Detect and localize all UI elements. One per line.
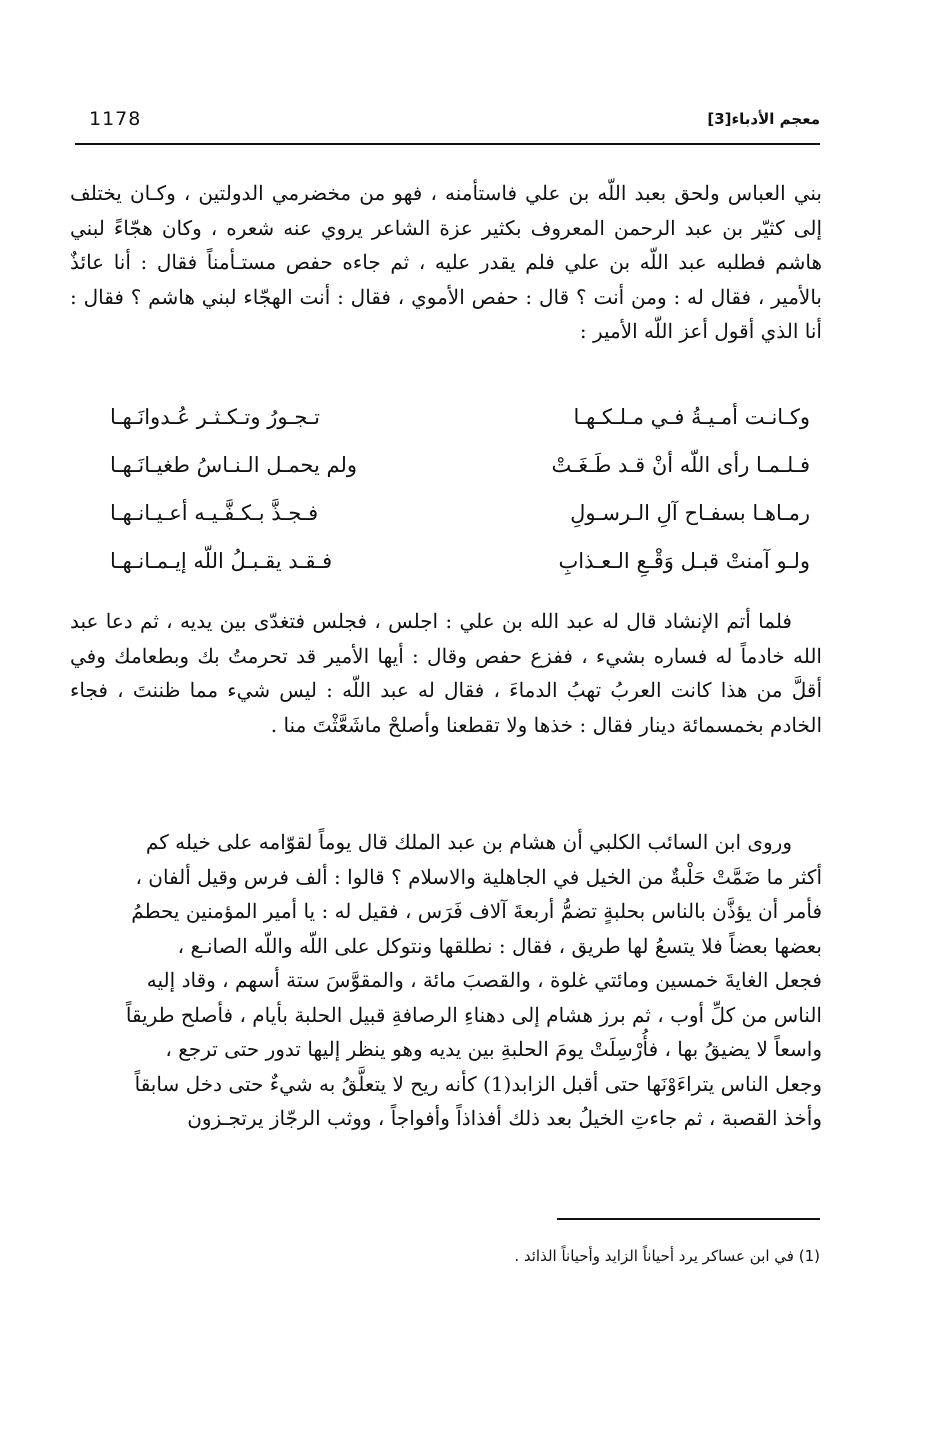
paragraph-3-line: أكثر ما ضَمَّتْ حَلْبةٌ من الخيل في الجاهلية والاسلام ؟ قالوا : ألف فرس وقيل ألفان ، xyxy=(135,864,822,889)
paragraph-3-line: فأمر أن يؤذَّن بالناس بحلبةٍ تضمُّ أربعةَ آلاف فَرَس ، فقيل له : يا أمير المؤمنين يحطمُ xyxy=(131,899,822,923)
header-rule xyxy=(75,143,820,145)
footnote-rule xyxy=(557,1218,820,1220)
paragraph-2: فلما أتم الإنشاد قال له عبد الله بن علي : اجلس ، فجلس فتغدّى بين يديه ، ثم دعا عبد الله خادماً له فساره بشيء ، ففزع حفص وقال : أيها الأمير قد تحرمتُ بك وبطعامك وفي أقلَّ من هذا كانت العربُ تهبُ الدماءَ ، فقال له عبد اللّه : ليس شيء مما ظننتَ ، فجاء الخادم بخمسمائة دينار فقال : خذها ولا تقطعنا وأصلحْ ماشَعَّثْتَ منا . xyxy=(70,609,822,737)
paragraph-3-line: وأخذ القصبة ، ثم جاءتِ الخيلُ بعد ذلك أفذاذاً وأفواجاً ، ووثب الرجّاز يرتجـزون xyxy=(187,1106,822,1130)
verse-first-hemistich: رمـاهـا بسفـاح آلِ الـرسـولِ xyxy=(570,501,810,525)
paragraph-3-line: وجعل الناس يتراءَوْنَها حتى أقبل الزابد(1) كأنه ريح لا يتعلَّقُ به شيءٌ حتى دخل سابقاً xyxy=(134,1071,822,1096)
verse-second-hemistich: تـجـورُ وتـكـثـر عُـدوانَـهـا xyxy=(110,405,320,429)
poem xyxy=(110,393,810,585)
verse-second-hemistich: فـقـد يقـبـلُ اللّه إيـمـانـهـا xyxy=(110,549,333,573)
body-text-continued xyxy=(70,604,822,742)
page-number: 1178 xyxy=(89,108,142,130)
verse-second-hemistich: فـجـذَّ بـكـفَّـيـه أعـيـانـهـا xyxy=(110,501,319,525)
body-text xyxy=(70,176,822,349)
running-title: معجم الأدباء[3] xyxy=(707,110,820,128)
paragraph-3-line: الناس من كلِّ أوب ، ثم برز هشام إلى دهناءِ الرصافةِ قبيل الحلبة بأيام ، فأصلح طريقاً xyxy=(125,1002,822,1027)
verse-first-hemistich: وكـانـت أمـيـةُ فـي مـلـكـهـا xyxy=(573,405,810,429)
body-text-paragraph-3 xyxy=(70,825,822,1136)
poem-verse xyxy=(110,441,810,489)
poem-verse xyxy=(110,537,810,585)
page-header xyxy=(75,108,820,138)
verse-first-hemistich: فـلـمـا رأى اللّه أنْ قـد طَـغَـتْ xyxy=(551,453,810,477)
poem-verse xyxy=(110,489,810,537)
paragraph-1: بني العباس ولحق بعبد اللّه بن علي فاستأمنه ، فهو من مخضرمي الدولتين ، وكـان يختلف إلى كثيّر بن عبد الرحمن المعروف بكثير عزة الشاعر يروي عنه شعره ، وكان هجّاءً لبني هاشم فطلبه عبد اللّه بن علي فلم يقدر عليه ، ثم جاءه حفص مستـأمناً فقال : أنا عائذٌ بالأمير ، فقال له : ومن أنت ؟ قال : حفص الأموي ، فقال : أنت الهجّاء لبني هاشم ؟ فقال : أنا الذي أقول أعز اللّه الأمير : xyxy=(70,181,823,343)
paragraph-3-line: فجعل الغايةَ خمسين ومائتي غلوة ، والقصبَ مائة ، والمقوَّسَ ستة أسهم ، وقاد إليه xyxy=(146,968,822,992)
paragraph-3-line: وروى ابن السائب الكلبي أن هشام بن عبد الملك قال يوماً لقوّامه على خيله كم xyxy=(145,830,792,854)
paragraph-3-line: واسعاً لا يضيقُ بها ، فأُرْسِلَتْ يومَ الحلبةِ بين يديه وهو ينظر إليها تدور حتى ترجع ، xyxy=(165,1037,822,1061)
poem-verse xyxy=(110,393,810,441)
paragraph-3-line: بعضها بعضاً فلا يتسعُ لها طريق ، فقال : نطلقها ونتوكل على اللّه واللّه الصانـع ، xyxy=(177,933,822,958)
verse-first-hemistich: ولـو آمنتْ قبـل وَقْـعِ الـعـذابِ xyxy=(558,549,810,573)
verse-second-hemistich: ولم يحمـل الـنـاسُ طغيـانَـهـا xyxy=(110,453,358,477)
footnote: (1) في ابن عساكر يرد أحياناً الزايد وأحياناً الذائد . xyxy=(514,1247,820,1265)
